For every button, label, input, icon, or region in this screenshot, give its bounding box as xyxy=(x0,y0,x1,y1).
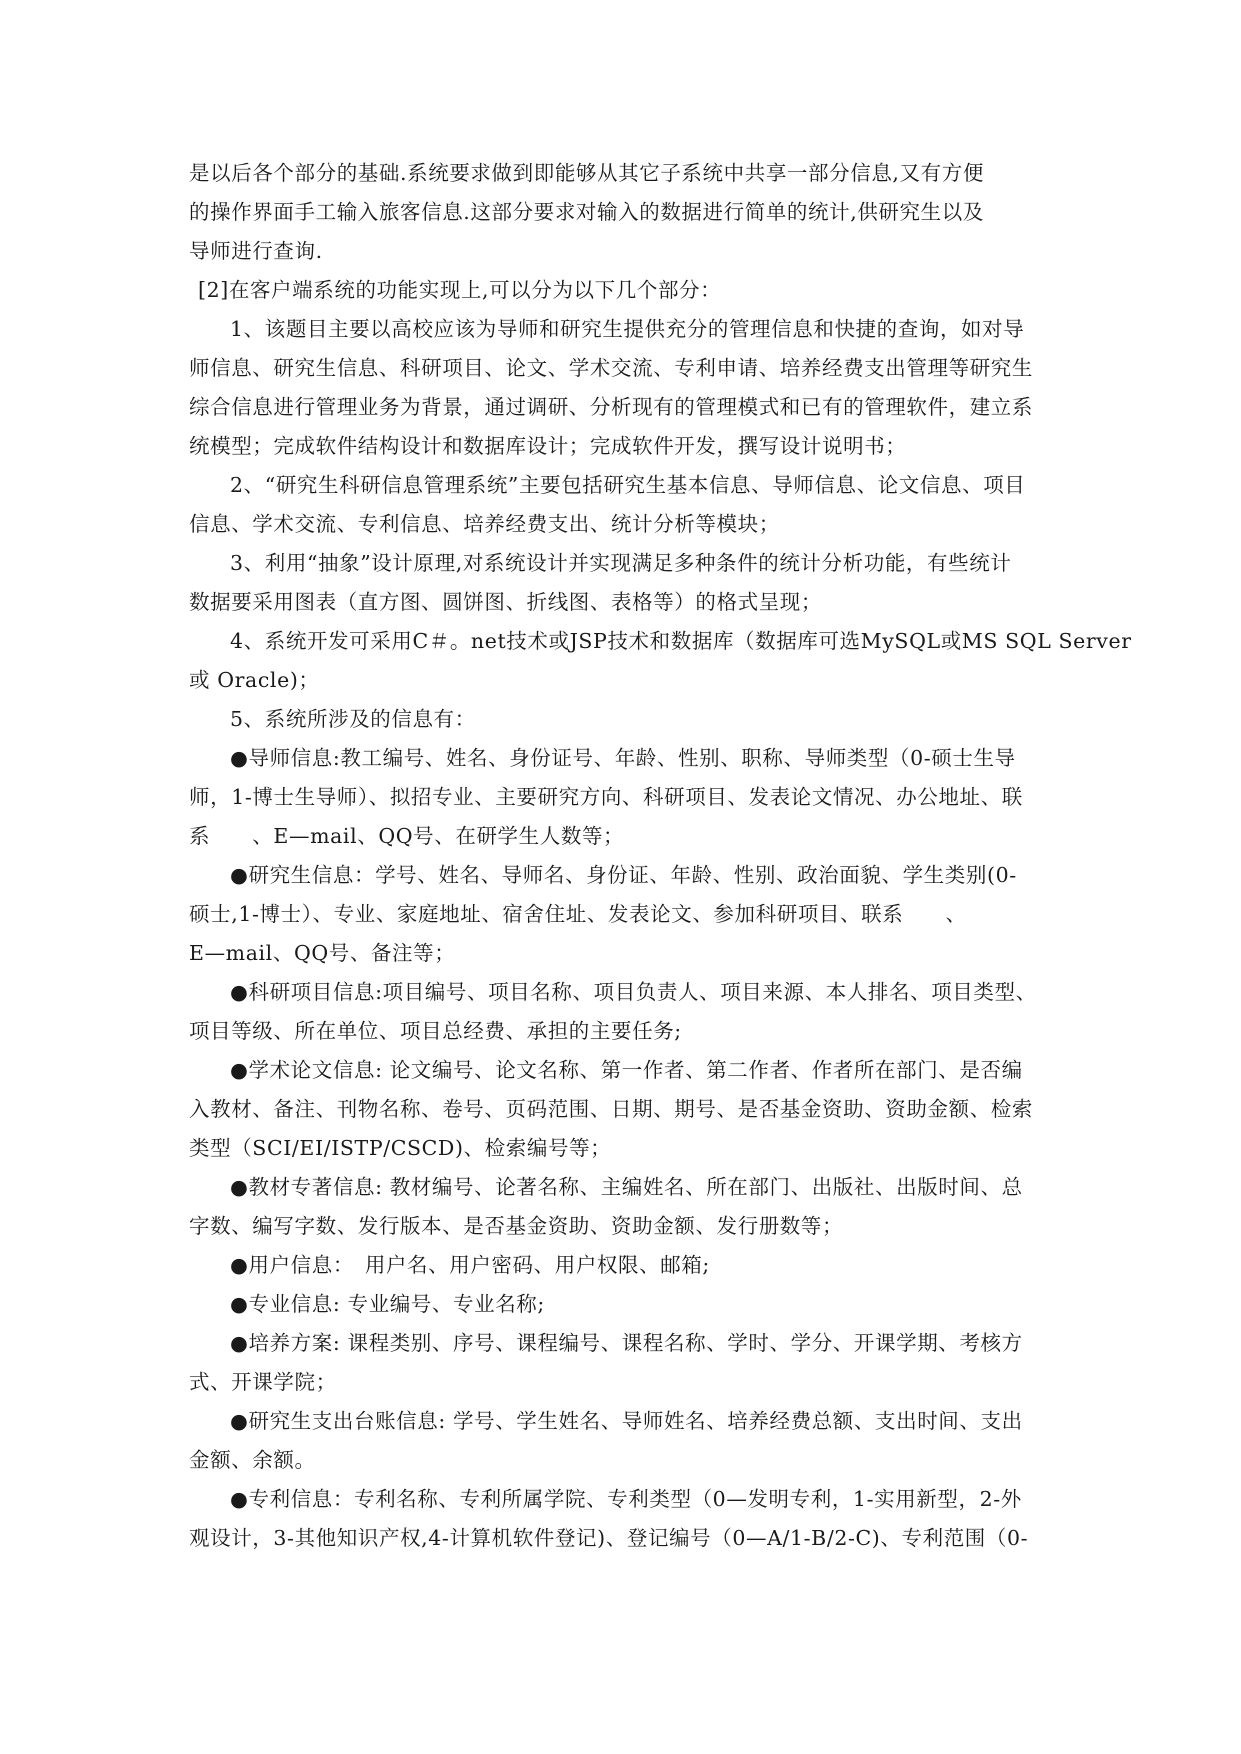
paragraph-intro xyxy=(189,154,1069,271)
paragraph-patent-info xyxy=(189,1480,1069,1558)
paragraph-item-4 xyxy=(189,622,1132,700)
text-line: 5、系统所涉及的信息有： xyxy=(230,707,476,731)
text-line: [2]在客户端系统的功能实现上,可以分为以下几个部分： xyxy=(198,278,722,302)
text-line: 或 Oracle)； xyxy=(189,668,320,692)
text-line: ●科研项目信息:项目编号、项目名称、项目负责人、项目来源、本人排名、项目类型、 xyxy=(230,980,1037,1004)
text-line: ●学术论文信息: 论文编号、论文名称、第一作者、第二作者、作者所在部门、是否编 xyxy=(230,1058,1023,1082)
paragraph-training-plan xyxy=(189,1324,1069,1402)
text-line: 数据要采用图表（直方图、圆饼图、折线图、表格等）的格式呈现； xyxy=(189,590,822,614)
text-line: 式、开课学院； xyxy=(189,1370,337,1394)
text-line: 信息、学术交流、专利信息、培养经费支出、统计分析等模块； xyxy=(189,512,780,536)
paragraph-project-info xyxy=(189,973,1069,1051)
text-line: ●研究生信息：学号、姓名、导师名、身份证、年龄、性别、政治面貌、学生类别(0- xyxy=(230,863,1017,887)
text-line: 字数、编写字数、发行版本、是否基金资助、资助金额、发行册数等； xyxy=(189,1214,844,1238)
text-line: 师，1-博士生导师）、拟招专业、主要研究方向、科研项目、发表论文情况、办公地址、联 xyxy=(189,785,1023,809)
paragraph-student-info xyxy=(189,856,1069,973)
text-line: ●专业信息: 专业编号、专业名称; xyxy=(230,1292,545,1316)
paragraph-textbook-info xyxy=(189,1168,1069,1246)
text-line: 导师进行查询. xyxy=(189,239,323,263)
text-line: 师信息、研究生信息、科研项目、论文、学术交流、专利申请、培养经费支出管理等研究生 xyxy=(189,356,1033,380)
text-line: ●培养方案: 课程类别、序号、课程编号、课程名称、学时、学分、开课学期、考核方 xyxy=(230,1331,1023,1355)
paragraph-paper-info xyxy=(189,1051,1069,1168)
document-body xyxy=(189,154,1132,1558)
text-line: ●用户信息： 用户名、用户密码、用户权限、邮箱; xyxy=(230,1253,710,1277)
paragraph-item-1 xyxy=(189,310,1069,466)
text-line: E—mail、QQ号、备注等； xyxy=(189,941,456,965)
text-line: ●专利信息：专利名称、专利所属学院、专利类型（0—发明专利，1-实用新型，2-外 xyxy=(230,1487,1022,1511)
paragraph-expense-ledger xyxy=(189,1402,1069,1480)
paragraph-item-2 xyxy=(189,466,1069,544)
paragraph-section-2 xyxy=(189,271,1069,310)
text-line: 观设计，3-其他知识产权,4-计算机软件登记)、登记编号（0—A/1-B/2-C)、专利范围（0- xyxy=(189,1526,1029,1550)
text-line: 的操作界面手工输入旅客信息.这部分要求对输入的数据进行简单的统计,供研究生以及 xyxy=(189,200,984,224)
paragraph-tutor-info xyxy=(189,739,1069,856)
text-line: 金额、余额。 xyxy=(189,1448,316,1472)
text-line: ●导师信息:教工编号、姓名、身份证号、年龄、性别、职称、导师类型（0-硕士生导 xyxy=(230,746,1016,770)
paragraph-major-info xyxy=(189,1285,1069,1324)
text-line: 统模型；完成软件结构设计和数据库设计；完成软件开发，撰写设计说明书； xyxy=(189,434,907,458)
text-line: 入教材、备注、刊物名称、卷号、页码范围、日期、期号、是否基金资助、资助金额、检索 xyxy=(189,1097,1033,1121)
text-line: ●研究生支出台账信息: 学号、学生姓名、导师姓名、培养经费总额、支出时间、支出 xyxy=(230,1409,1023,1433)
text-line: 3、利用“抽象”设计原理,对系统设计并实现满足多种条件的统计分析功能，有些统计 xyxy=(230,551,1012,575)
text-line: 综合信息进行管理业务为背景，通过调研、分析现有的管理模式和已有的管理软件，建立系 xyxy=(189,395,1033,419)
text-line: 系 、E—mail、QQ号、在研学生人数等； xyxy=(189,824,625,848)
text-line: 项目等级、所在单位、项目总经费、承担的主要任务; xyxy=(189,1019,682,1043)
text-line: 是以后各个部分的基础.系统要求做到即能够从其它子系统中共享一部分信息,又有方便 xyxy=(189,161,984,185)
paragraph-item-3 xyxy=(189,544,1069,622)
paragraph-item-5 xyxy=(189,700,1069,739)
text-line: ●教材专著信息: 教材编号、论著名称、主编姓名、所在部门、出版社、出版时间、总 xyxy=(230,1175,1023,1199)
text-line: 1、该题目主要以高校应该为导师和研究生提供充分的管理信息和快捷的查询，如对导 xyxy=(230,317,1025,341)
text-line: 类型（SCI/EI/ISTP/CSCD)、检索编号等； xyxy=(189,1136,612,1160)
text-line: 硕士,1-博士）、专业、家庭地址、宿舍住址、发表论文、参加科研项目、联系 、 xyxy=(189,902,967,926)
paragraph-user-info xyxy=(189,1246,1069,1285)
text-line: 4、系统开发可采用C＃。net技术或JSP技术和数据库（数据库可选MySQL或MS SQL Server xyxy=(230,629,1132,653)
text-line: 2、“研究生科研信息管理系统”主要包括研究生基本信息、导师信息、论文信息、项目 xyxy=(230,473,1026,497)
